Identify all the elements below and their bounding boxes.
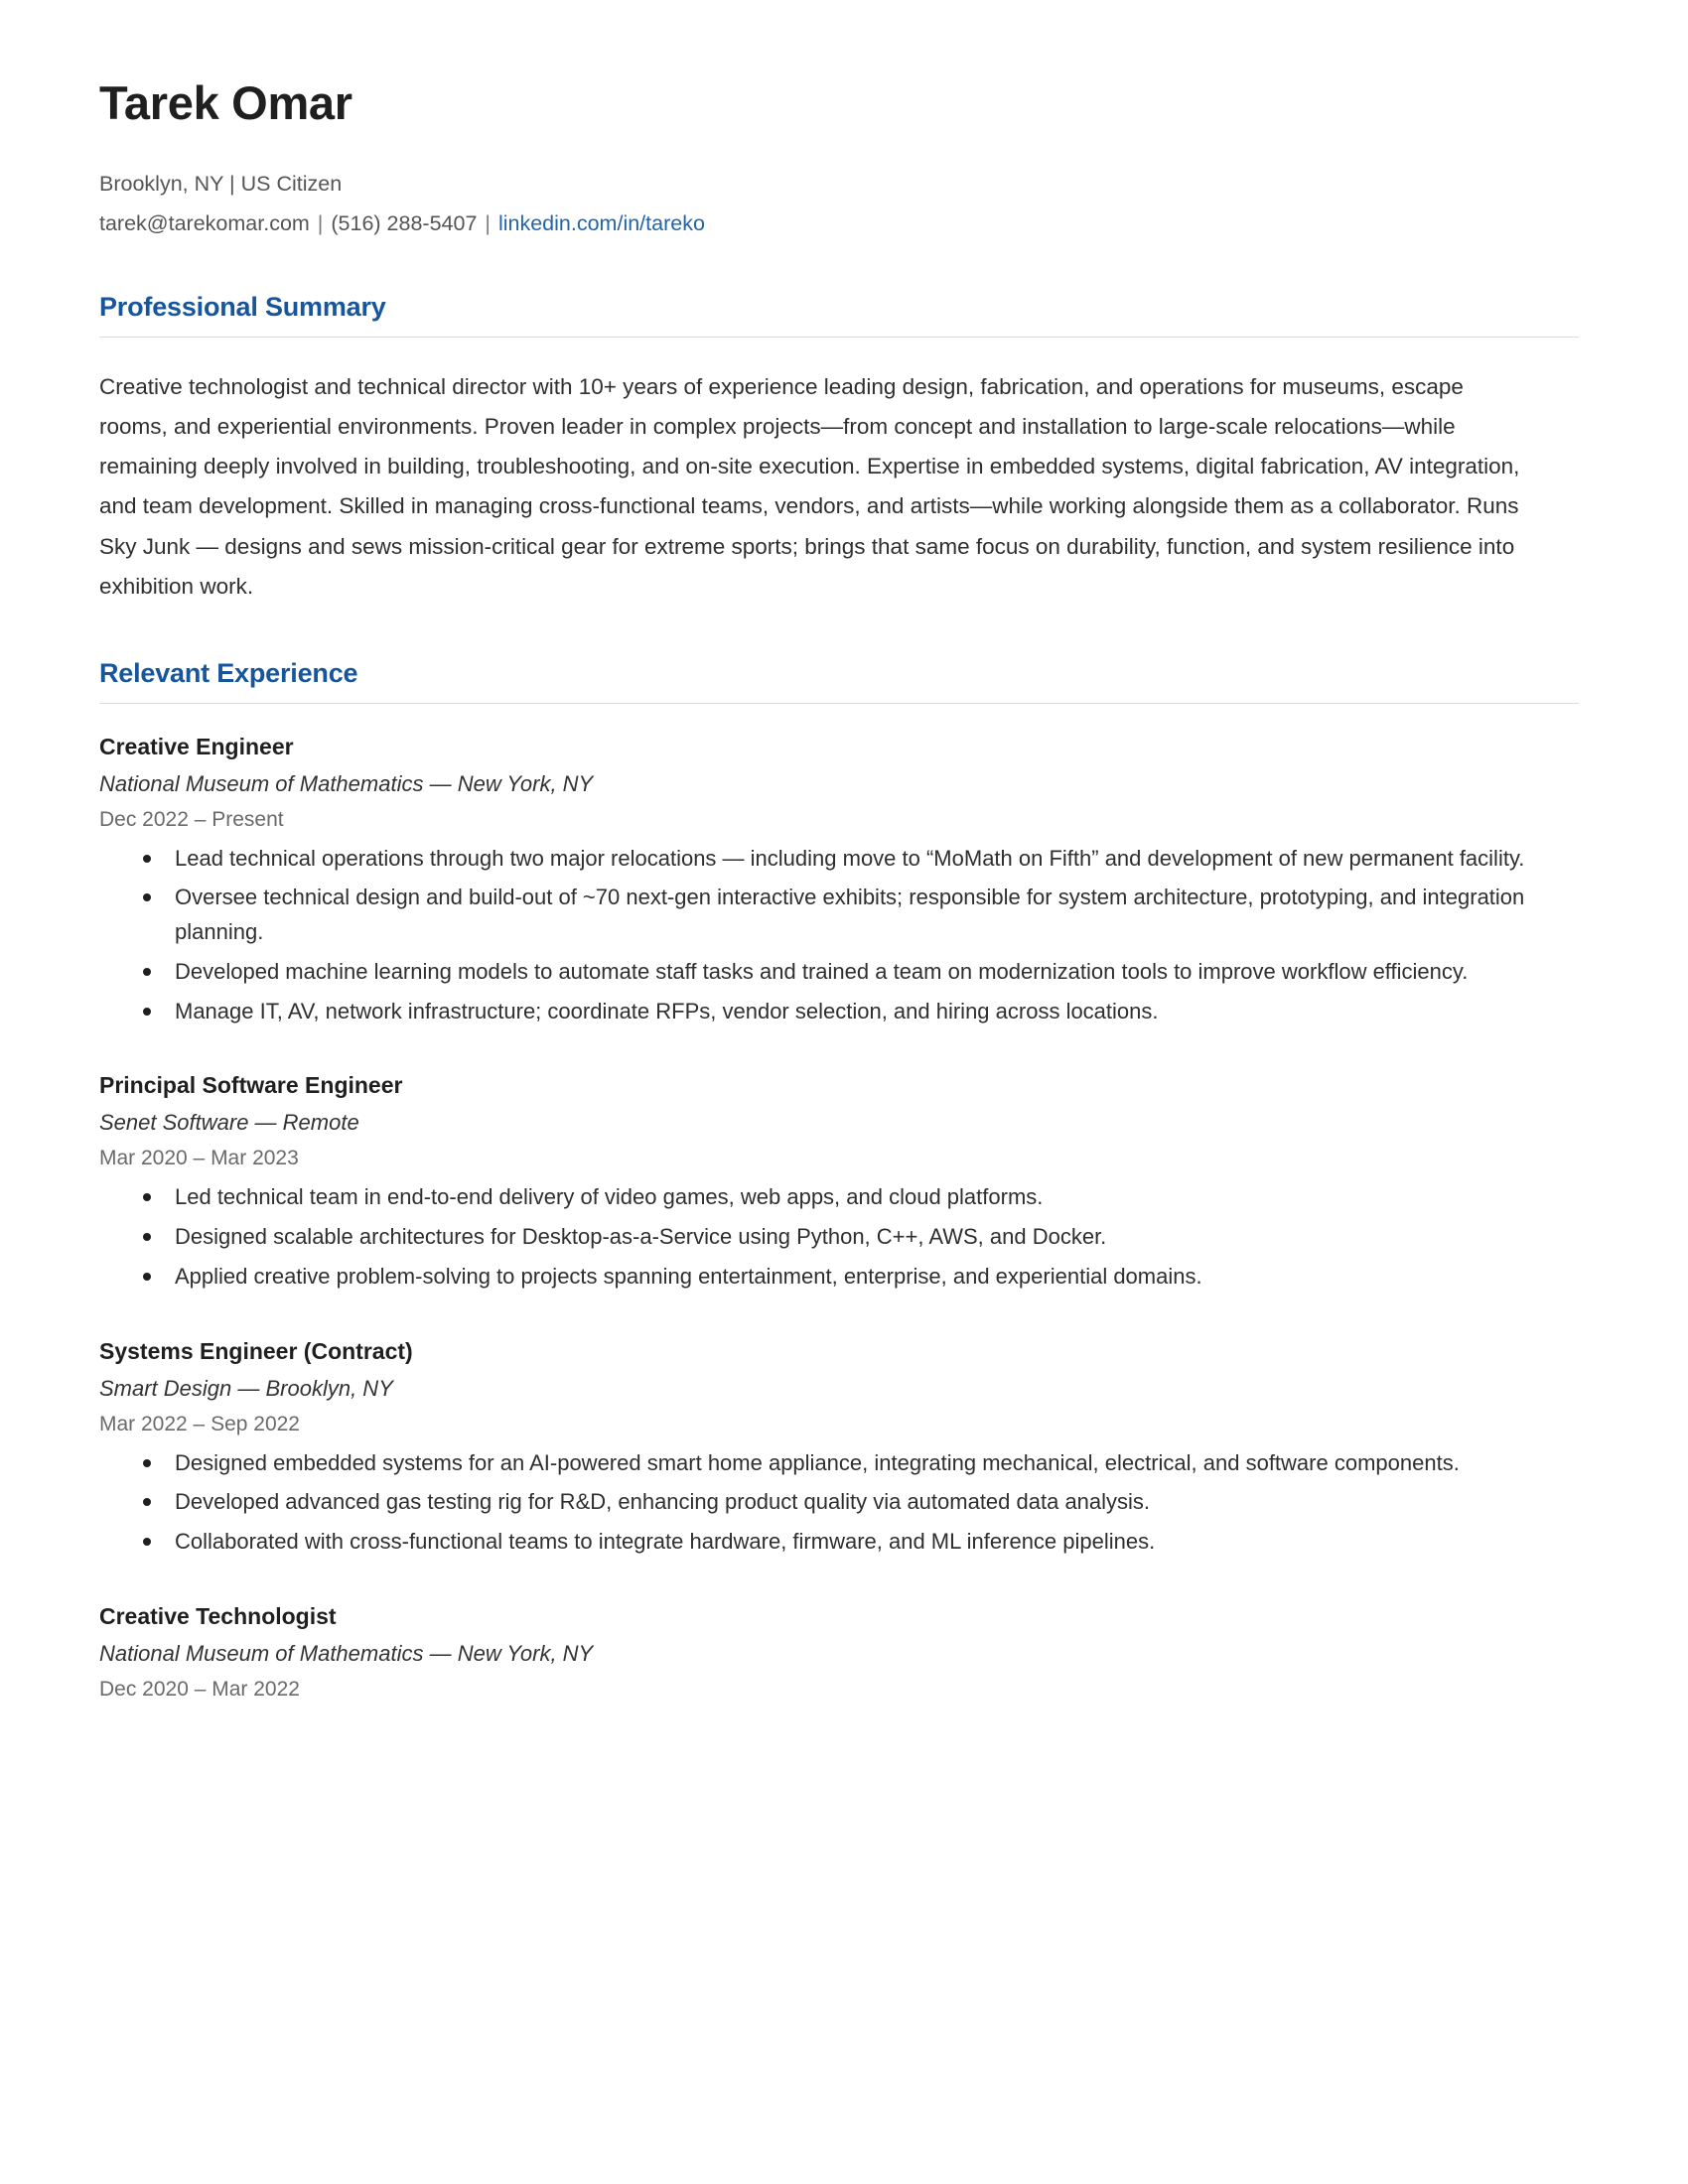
- section-relevant-experience: [99, 658, 1579, 1702]
- job-bullet-text: Lead technical operations through two major relocations — including move to “MoMath on Fifth” and development of new permanent facility.: [175, 845, 1525, 871]
- bullet-dot-icon: [143, 855, 151, 863]
- section-professional-summary: [99, 292, 1579, 606]
- job-title: Creative Engineer: [99, 733, 294, 759]
- bullet-dot-icon: [143, 968, 151, 976]
- job-bullet-text: Designed embedded systems for an AI-powered smart home appliance, integrating mechanical, electrical, and software components.: [175, 1449, 1460, 1475]
- bullet-dot-icon: [143, 1459, 151, 1467]
- job-title: Creative Technologist: [99, 1602, 337, 1629]
- job-bullet-list: [99, 1180, 1579, 1294]
- job-dates: Mar 2022 – Sep 2022: [99, 1412, 300, 1435]
- job-bullet-text: Manage IT, AV, network infrastructure; coordinate RFPs, vendor selection, and hiring across locations.: [175, 998, 1159, 1024]
- job-bullet: [99, 881, 1579, 950]
- job-bullet: [99, 1180, 1579, 1215]
- contact-separator-2: |: [485, 210, 491, 235]
- job-title: Systems Engineer (Contract): [99, 1337, 413, 1364]
- bullet-dot-icon: [143, 893, 151, 901]
- job-bullet-text: Led technical team in end-to-end delivery of video games, web apps, and cloud platforms.: [175, 1184, 1044, 1210]
- job-bullet: [99, 1525, 1579, 1560]
- experience-entry: [99, 1072, 1579, 1294]
- section-title-experience: Relevant Experience: [99, 657, 358, 688]
- job-bullet: [99, 1446, 1579, 1481]
- job-company: National Museum of Mathematics — New York, NY: [99, 1640, 594, 1666]
- job-bullet-text: Oversee technical design and build-out of ~70 next-gen interactive exhibits; responsible for system architecture, prototyping, and integration planning.: [175, 885, 1525, 945]
- job-bullet-text: Developed advanced gas testing rig for R&D, enhancing product quality via automated data analysis.: [175, 1489, 1151, 1515]
- experience-entry: [99, 734, 1579, 1029]
- job-bullet-text: Developed machine learning models to automate staff tasks and trained a team on modernization tools to improve workflow efficiency.: [175, 958, 1469, 984]
- job-company: Smart Design — Brooklyn, NY: [99, 1375, 393, 1401]
- section-title-summary: Professional Summary: [99, 292, 386, 323]
- job-bullet: [99, 1485, 1579, 1520]
- job-bullet-text: Designed scalable architectures for Desktop-as-a-Service using Python, C++, AWS, and Docker.: [175, 1224, 1107, 1250]
- experience-entry: [99, 1338, 1579, 1560]
- linkedin-link[interactable]: linkedin.com/in/tareko: [497, 210, 705, 235]
- job-bullet: [99, 1220, 1579, 1255]
- job-title: Principal Software Engineer: [99, 1072, 403, 1099]
- job-company: National Museum of Mathematics — New York, NY: [99, 770, 594, 796]
- job-dates: Dec 2020 – Mar 2022: [99, 1677, 300, 1701]
- section-divider-experience: [99, 703, 1579, 704]
- job-dates: Mar 2020 – Mar 2023: [99, 1147, 299, 1170]
- contact-line: [99, 206, 1579, 241]
- job-dates: Dec 2022 – Present: [99, 807, 284, 831]
- job-company: Senet Software — Remote: [99, 1110, 359, 1136]
- candidate-name: Tarek Omar: [99, 76, 352, 129]
- summary-paragraph: Creative technologist and technical director with 10+ years of experience leading design, fabrication, and operations for museums, escape rooms, and experiential environments. Proven leader in complex projects—from concept and installation to large-scale relocations—while remaining deeply involved in building, troubleshooting, and on-site execution. Expertise in embedded systems, digital fabrication, AV integration, and team development. Skilled in managing cross-functional teams, vendors, and artists—while working alongside them as a collaborator. Runs Sky Junk — designs and sews mission-critical gear for extreme sports; brings that same focus on durability, function, and system resilience into exhibition work.: [99, 374, 1520, 599]
- job-bullet: [99, 955, 1579, 990]
- bullet-dot-icon: [143, 1233, 151, 1241]
- job-bullet-list: [99, 1446, 1579, 1560]
- location-line: Brooklyn, NY | US Citizen: [99, 171, 343, 196]
- resume-header: [99, 77, 1579, 240]
- job-bullet-list: [99, 842, 1579, 1029]
- bullet-dot-icon: [143, 1538, 151, 1546]
- phone-text: (516) 288-5407: [331, 210, 478, 235]
- job-bullet: [99, 842, 1579, 877]
- job-bullet-text: Collaborated with cross-functional teams to integrate hardware, firmware, and ML inference pipelines.: [175, 1529, 1156, 1555]
- job-bullet: [99, 995, 1579, 1029]
- resume-document: [99, 77, 1579, 1702]
- experience-list: [99, 734, 1579, 1702]
- section-divider-summary: [99, 337, 1579, 338]
- job-bullet: [99, 1260, 1579, 1295]
- bullet-dot-icon: [143, 1498, 151, 1506]
- job-bullet-text: Applied creative problem-solving to projects spanning entertainment, enterprise, and experiential domains.: [175, 1263, 1202, 1289]
- bullet-dot-icon: [143, 1193, 151, 1201]
- contact-separator-1: |: [317, 210, 324, 235]
- experience-entry: [99, 1603, 1579, 1702]
- bullet-dot-icon: [143, 1273, 151, 1281]
- bullet-dot-icon: [143, 1008, 151, 1016]
- email-text: tarek@tarekomar.com: [99, 210, 310, 235]
